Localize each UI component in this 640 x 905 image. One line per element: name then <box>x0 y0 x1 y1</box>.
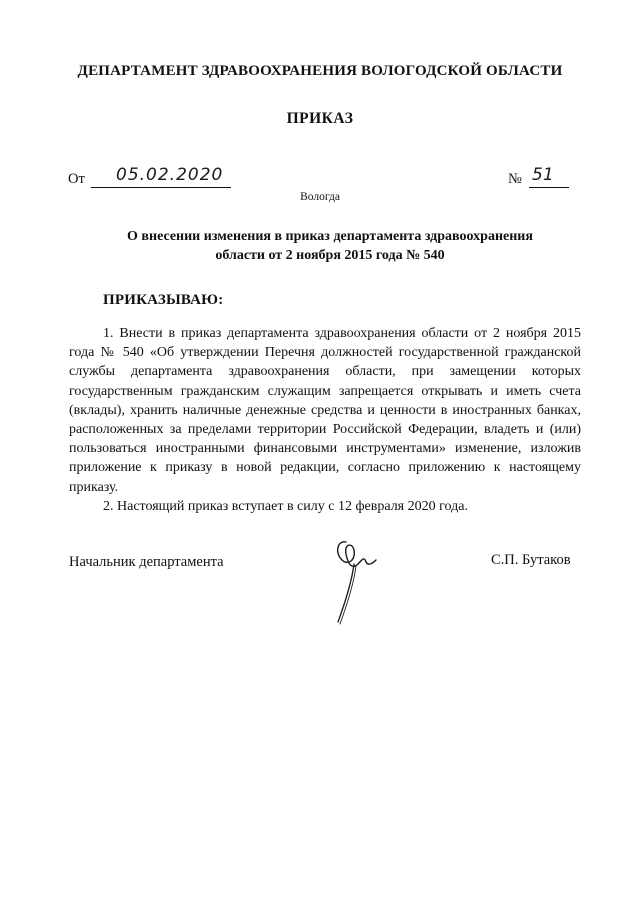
order-body <box>69 324 581 516</box>
subject-line-1: О внесении изменения в приказ департамента здравоохранения <box>127 229 533 244</box>
date-label: От <box>68 171 85 187</box>
number-underline <box>529 187 569 188</box>
city-label: Вологда <box>300 191 340 203</box>
order-subject <box>90 227 570 265</box>
handwritten-number: 51 <box>532 165 554 185</box>
paragraph-1: 1. Внести в приказ департамента здравоохранения области от 2 ноября 2015 года № 540 «Об утверждении Перечня должностей государственной гражданской службы департамента здравоохранения области, при замещении которых государственным гражданским служащим запрещается открывать и иметь счета (вклады), хранить наличные денежные средства и ценности в иностранных банках, расположенных за пределами территории Российской Федерации, владеть и (или) пользоваться иностранными финансовыми инструментами» изменение, изложив приложение к приказу в новой редакции, согласно приложению к настоящему приказу. <box>69 326 581 495</box>
signatory-name: С.П. Бутаков <box>491 552 571 568</box>
paragraph-2: 2. Настоящий приказ вступает в силу с 12 февраля 2020 года. <box>103 498 468 514</box>
signatory-position: Начальник департамента <box>69 554 224 570</box>
subject-line-2: области от 2 ноября 2015 года № 540 <box>215 248 445 263</box>
department-heading: ДЕПАРТАМЕНТ ЗДРАВООХРАНЕНИЯ ВОЛОГОДСКОЙ ОБЛАСТИ <box>77 63 563 79</box>
orders-heading: ПРИКАЗЫВАЮ: <box>103 292 224 308</box>
doc-type-title: ПРИКАЗ <box>286 110 354 127</box>
handwritten-date: 05.02.2020 <box>116 165 224 185</box>
number-label: № <box>508 171 522 187</box>
handwritten-signature <box>328 530 388 630</box>
date-underline <box>91 187 231 188</box>
